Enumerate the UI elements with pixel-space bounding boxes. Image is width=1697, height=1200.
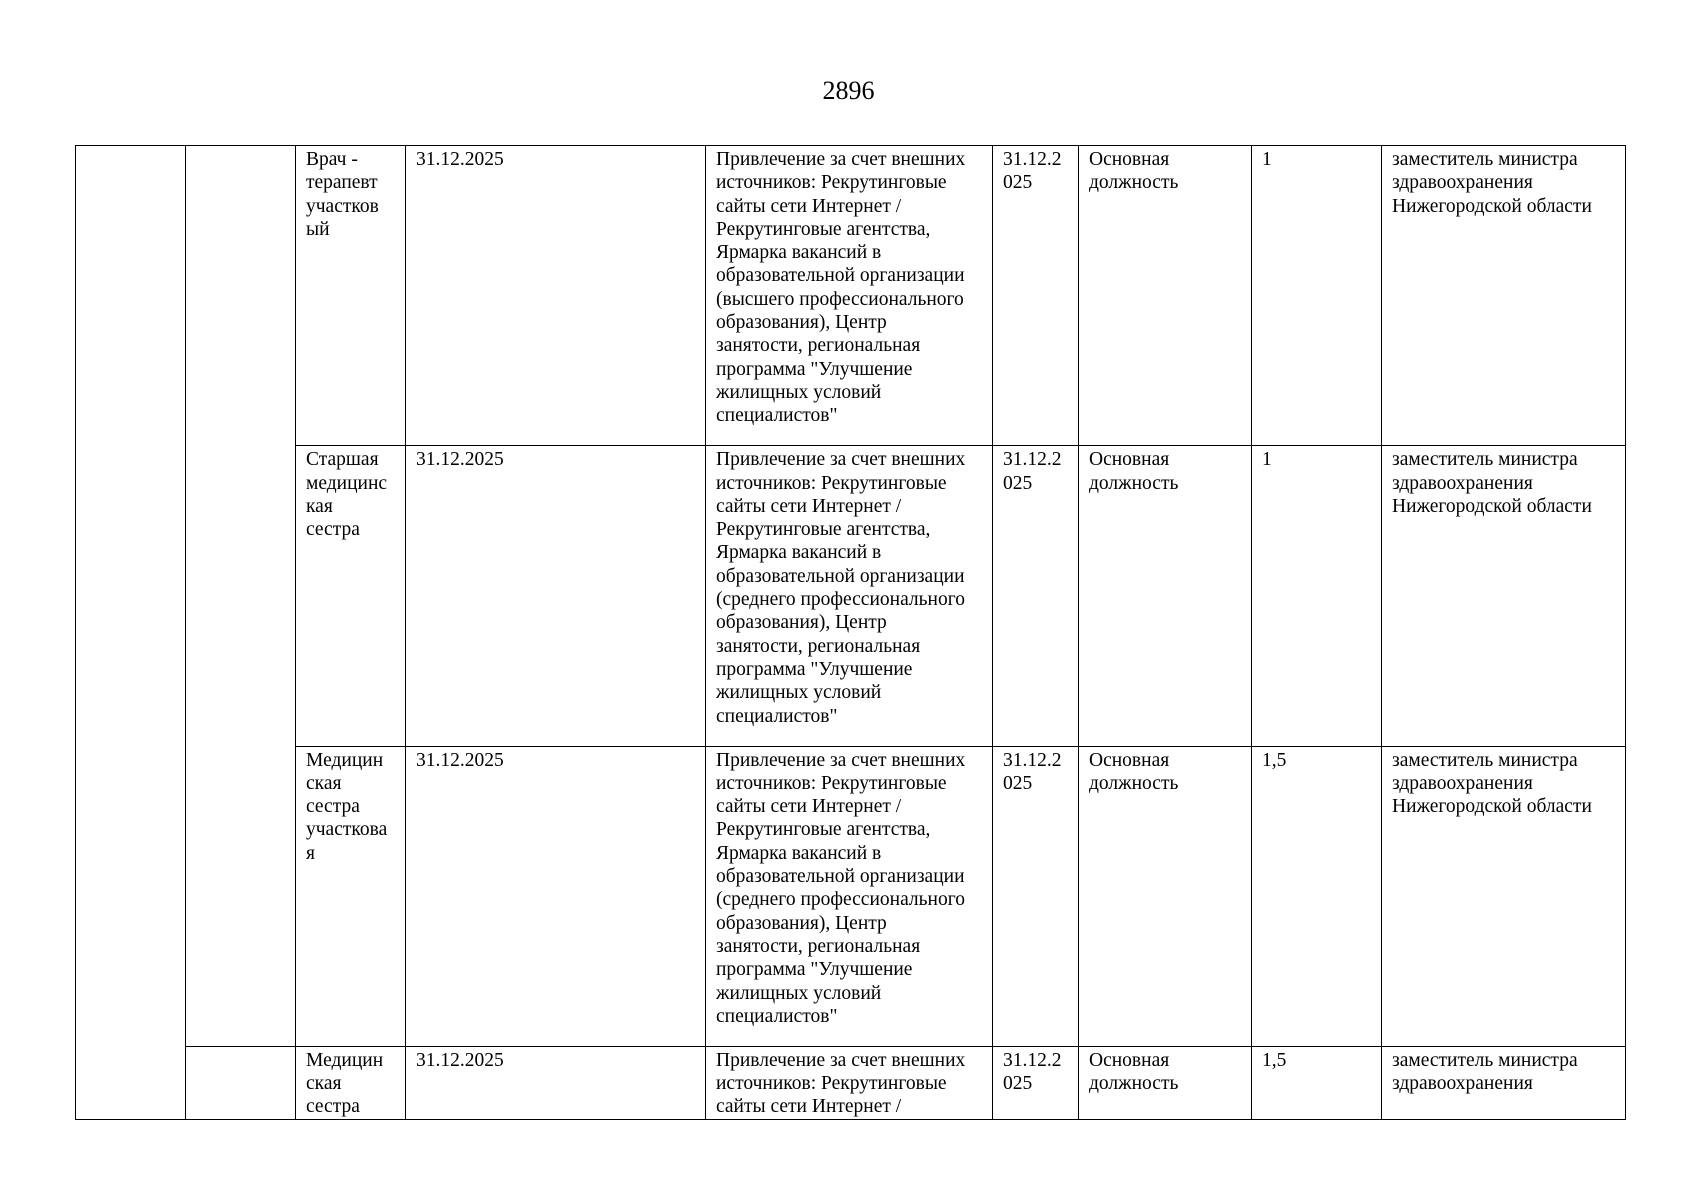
deadline-text: 31.12.2 025 bbox=[1003, 149, 1062, 194]
method-text: Привлечение за счет внешних источников: Рекрутинговые сайты сети Интернет / Рекрутинговые агентства, Ярмарка вакансий в образовательной организации (среднего профессионального образования), Центр занятости, региональная программа "Улучшение жилищных условий специалистов" bbox=[716, 749, 966, 1027]
position-text: Медицин ская сестра bbox=[306, 1049, 384, 1118]
rate-text: 1,5 bbox=[1262, 1049, 1287, 1071]
position-type-text: Основная должность bbox=[1089, 149, 1179, 194]
position-cell bbox=[296, 446, 406, 746]
date-text: 31.12.2025 bbox=[416, 449, 504, 471]
empty-cell-col1 bbox=[76, 146, 186, 1120]
responsible-cell bbox=[1382, 746, 1626, 1046]
position-text: Старшая медицинс кая сестра bbox=[306, 449, 388, 541]
page-number: 2896 bbox=[822, 76, 875, 105]
position-type-cell bbox=[1079, 1046, 1252, 1119]
deadline-cell bbox=[993, 146, 1079, 446]
responsible-cell bbox=[1382, 1046, 1626, 1119]
empty-cell-col2 bbox=[186, 146, 296, 1047]
rate-cell bbox=[1252, 446, 1382, 746]
rate-cell bbox=[1252, 1046, 1382, 1119]
position-type-text: Основная должность bbox=[1089, 1049, 1179, 1095]
position-type-text: Основная должность bbox=[1089, 449, 1179, 494]
position-type-cell bbox=[1079, 146, 1252, 446]
position-cell bbox=[296, 146, 406, 446]
position-text: Врач - терапевт участков ый bbox=[306, 149, 379, 240]
table-row bbox=[76, 146, 1626, 446]
position-text: Медицин ская сестра участкова я bbox=[306, 749, 388, 864]
responsible-cell bbox=[1382, 146, 1626, 446]
position-type-cell bbox=[1079, 746, 1252, 1046]
responsible-cell bbox=[1382, 446, 1626, 746]
deadline-text: 31.12.2 025 bbox=[1003, 749, 1062, 794]
position-cell bbox=[296, 1046, 406, 1119]
deadline-cell bbox=[993, 1046, 1079, 1119]
staffing-table bbox=[75, 145, 1626, 1120]
date-text: 31.12.2025 bbox=[416, 1049, 504, 1071]
method-text: Привлечение за счет внешних источников: Рекрутинговые сайты сети Интернет / Рекрутинговые агентства, Ярмарка вакансий в образовательной организации (среднего профессионального образования), Центр занятости, региональная программа "Улучшение жилищных условий специалистов" bbox=[716, 449, 966, 727]
responsible-text: заместитель министра здравоохранения Нижегородской области bbox=[1392, 749, 1592, 818]
table-row bbox=[76, 446, 1626, 746]
date-cell bbox=[406, 446, 706, 746]
method-text: Привлечение за счет внешних источников: Рекрутинговые сайты сети Интернет / bbox=[716, 1049, 966, 1118]
responsible-text: заместитель министра здравоохранения Нижегородской области bbox=[1392, 149, 1592, 217]
responsible-text: заместитель министра здравоохранения Нижегородской области bbox=[1392, 449, 1592, 517]
deadline-text: 31.12.2 025 bbox=[1003, 1049, 1062, 1095]
deadline-text: 31.12.2 025 bbox=[1003, 449, 1062, 494]
date-text: 31.12.2025 bbox=[416, 749, 504, 771]
rate-text: 1 bbox=[1262, 449, 1272, 471]
position-cell bbox=[296, 746, 406, 1046]
rate-cell bbox=[1252, 146, 1382, 446]
method-cell bbox=[706, 746, 993, 1046]
method-cell bbox=[706, 446, 993, 746]
responsible-text: заместитель министра здравоохранения bbox=[1392, 1049, 1578, 1095]
date-text: 31.12.2025 bbox=[416, 149, 504, 170]
rate-cell bbox=[1252, 746, 1382, 1046]
deadline-cell bbox=[993, 746, 1079, 1046]
rate-text: 1 bbox=[1262, 149, 1272, 170]
table-row bbox=[76, 746, 1626, 1046]
date-cell bbox=[406, 146, 706, 446]
rate-text: 1,5 bbox=[1262, 749, 1287, 771]
method-cell bbox=[706, 146, 993, 446]
method-cell bbox=[706, 1046, 993, 1119]
table-row bbox=[76, 1046, 1626, 1119]
position-type-cell bbox=[1079, 446, 1252, 746]
deadline-cell bbox=[993, 446, 1079, 746]
position-type-text: Основная должность bbox=[1089, 749, 1179, 794]
date-cell bbox=[406, 746, 706, 1046]
date-cell bbox=[406, 1046, 706, 1119]
empty-cell-col2 bbox=[186, 1046, 296, 1119]
method-text: Привлечение за счет внешних источников: Рекрутинговые сайты сети Интернет / Рекрутинговые агентства, Ярмарка вакансий в образовательной организации (высшего профессионального образования), Центр занятости, региональная программа "Улучшение жилищных условий специалистов" bbox=[716, 149, 966, 427]
